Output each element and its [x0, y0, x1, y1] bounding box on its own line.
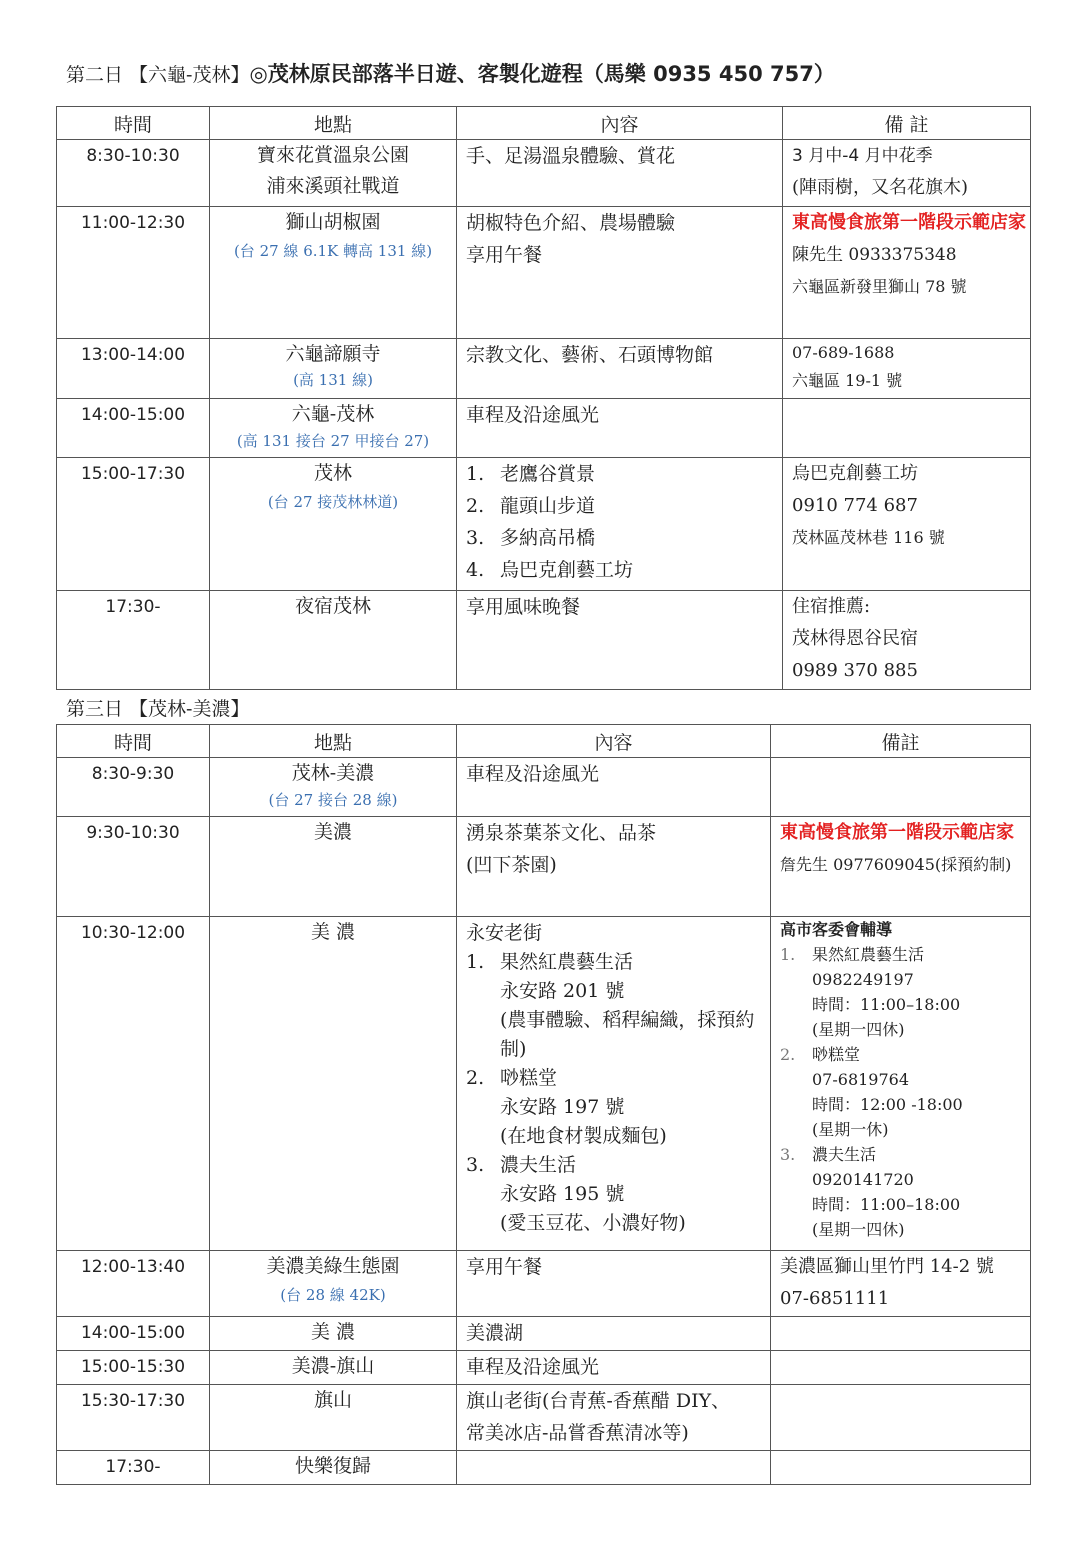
list-item: 1. 果然紅農藝生活 永安路 201 號 (農事體驗、稻稈編織，採預約制) — [466, 948, 770, 1064]
place-line: 快樂復歸 — [294, 1455, 371, 1477]
place-line: 美濃美綠生態園 — [266, 1255, 400, 1277]
row-place — [210, 817, 457, 917]
content-line: (凹下茶園) — [466, 854, 557, 876]
table-row — [57, 140, 1031, 207]
row-place — [210, 339, 457, 399]
list-item-label: 多納高吊橋 — [500, 527, 596, 549]
content-line: 美濃湖 — [466, 1322, 524, 1344]
table-row — [57, 339, 1031, 399]
road-route: (台 28 線 42K) — [280, 1286, 386, 1304]
row-content — [457, 1317, 771, 1351]
road-route: (高 131 接台 27 甲接台 27) — [236, 432, 430, 450]
place-line: 獅山胡椒園 — [285, 211, 381, 233]
row-note — [771, 1451, 1031, 1485]
list-item-detail: (愛玉豆花、小濃好物) — [500, 1212, 686, 1234]
row-time: 13:00-14:00 — [57, 339, 210, 399]
row-place — [210, 458, 457, 591]
row-place — [210, 758, 457, 817]
table-row — [57, 917, 1031, 1251]
list-item-detail: 永安路 197 號 — [500, 1096, 625, 1118]
content-list — [466, 948, 770, 1238]
row-place — [210, 591, 457, 690]
row-place — [210, 399, 457, 458]
header-content: 內容 — [457, 107, 783, 140]
header-place: 地點 — [210, 725, 457, 758]
content-line: 車程及沿途風光 — [466, 1356, 600, 1378]
row-content — [457, 458, 783, 591]
content-line: 手、足湯溫泉體驗、賞花 — [466, 145, 676, 167]
content-line: 宗教文化、藝術、石頭博物館 — [466, 344, 714, 366]
row-time: 14:00-15:00 — [57, 399, 210, 458]
list-item: 1. 果然紅農藝生活 0982249197 時間：11:00–18:00 (星期一四休) — [780, 942, 1030, 1042]
place-line: 美 濃 — [310, 1321, 356, 1343]
note-line: 烏巴克創藝工坊 — [792, 463, 918, 484]
list-item-label: 唦糕堂 — [500, 1067, 558, 1089]
row-place — [210, 1251, 457, 1317]
row-place — [210, 207, 457, 339]
list-item: 2. 唦糕堂 永安路 197 號 (在地食材製成麵包) — [466, 1064, 770, 1151]
list-item: 2. 唦糕堂 07-6819764 時間：12:00 -18:00 (星期一休) — [780, 1042, 1030, 1142]
list-item-detail: (星期一四休) — [812, 1020, 905, 1039]
list-item: 3. 濃夫生活 永安路 195 號 (愛玉豆花、小濃好物) — [466, 1151, 770, 1238]
row-note — [783, 399, 1031, 458]
row-time: 15:00-17:30 — [57, 458, 210, 591]
table-row — [57, 591, 1031, 690]
note-list — [780, 942, 1030, 1242]
note-line: 3 月中-4 月中花季 — [792, 146, 933, 166]
list-item: 1. 老鷹谷賞景 — [466, 463, 596, 485]
note-line: 陳先生 0933375348 — [792, 245, 957, 265]
row-content — [457, 399, 783, 458]
list-item-label: 果然紅農藝生活 — [812, 945, 925, 964]
content-line: 旗山老街(台青蕉-香蕉醋 DIY、 — [466, 1390, 731, 1412]
header-place: 地點 — [210, 107, 457, 140]
table-row — [57, 399, 1031, 458]
note-highlight: 東高慢食旅第一階段示範店家 — [792, 212, 1026, 233]
row-note — [771, 1385, 1031, 1451]
list-item-detail: 07-6819764 — [812, 1070, 910, 1089]
day3-table — [56, 724, 1031, 1485]
row-note — [771, 1251, 1031, 1317]
place-line: 寶來花賞溫泉公園 — [256, 144, 409, 166]
row-place — [210, 917, 457, 1251]
header-time: 時間 — [57, 107, 210, 140]
place-line: 旗山 — [313, 1389, 352, 1411]
row-content — [457, 140, 783, 207]
content-heading: 永安老街 — [466, 922, 543, 944]
place-line: 六龜諦願寺 — [285, 343, 381, 365]
road-route: (台 27 接台 28 線) — [268, 791, 398, 809]
content-line: 胡椒特色介紹、農場體驗 — [466, 212, 676, 234]
header-note: 備 註 — [783, 107, 1031, 140]
note-heading: 高市客委會輔導 — [780, 920, 893, 939]
list-item-detail: 0920141720 — [812, 1170, 914, 1189]
content-line: 享用午餐 — [466, 1256, 543, 1278]
day2-title — [66, 58, 835, 88]
table-row — [57, 458, 1031, 591]
row-content — [457, 339, 783, 399]
place-line: 夜宿茂林 — [294, 595, 371, 617]
list-item: 2. 龍頭山步道 — [466, 495, 596, 517]
content-line: 常美冰店-品嘗香蕉清冰等) — [466, 1422, 689, 1444]
header-content: 內容 — [457, 725, 771, 758]
row-content — [457, 207, 783, 339]
content-list — [466, 458, 782, 586]
note-line: 六龜區新發里獅山 78 號 — [792, 277, 967, 296]
row-time: 9:30-10:30 — [57, 817, 210, 917]
header-note: 備註 — [771, 725, 1031, 758]
table-header-row — [57, 725, 1031, 758]
list-item-detail: 時間：12:00 -18:00 — [812, 1095, 963, 1114]
row-content — [457, 1385, 771, 1451]
row-place — [210, 1351, 457, 1385]
row-time: 8:30-9:30 — [57, 758, 210, 817]
row-note — [771, 917, 1031, 1251]
note-line: 07-689-1688 — [792, 343, 895, 362]
row-time: 14:00-15:00 — [57, 1317, 210, 1351]
row-note — [783, 591, 1031, 690]
row-place — [210, 1451, 457, 1485]
row-time: 10:30-12:00 — [57, 917, 210, 1251]
road-route: (台 27 接茂林林道) — [267, 493, 399, 511]
table-row — [57, 817, 1031, 917]
day3-title: 第三日 【茂林-美濃】 — [66, 698, 250, 720]
note-line: 茂林區茂林巷 116 號 — [792, 528, 945, 547]
note-line: 0989 370 885 — [792, 660, 918, 681]
table-row — [57, 1451, 1031, 1485]
list-item-detail: 0982249197 — [812, 970, 914, 989]
list-item: 4. 烏巴克創藝工坊 — [466, 559, 634, 581]
list-item: 3. 濃夫生活 0920141720 時間：11:00–18:00 (星期一四休) — [780, 1142, 1030, 1242]
note-line: 07-6851111 — [780, 1288, 890, 1309]
note-line: 住宿推薦: — [792, 596, 871, 617]
content-line: 車程及沿途風光 — [466, 404, 600, 426]
row-time: 15:30-17:30 — [57, 1385, 210, 1451]
table-row — [57, 1251, 1031, 1317]
note-line: 六龜區 19-1 號 — [792, 371, 903, 390]
road-route: (台 27 線 6.1K 轉高 131 線) — [233, 242, 433, 260]
list-item-detail: (在地食材製成麵包) — [500, 1125, 667, 1147]
note-line: 詹先生 0977609045(採預約制) — [780, 855, 1012, 874]
content-line: 享用風味晚餐 — [466, 596, 581, 618]
list-item-label: 烏巴克創藝工坊 — [500, 559, 634, 581]
table-row — [57, 758, 1031, 817]
row-note — [771, 1317, 1031, 1351]
row-time: 8:30-10:30 — [57, 140, 210, 207]
list-item-detail: (星期一四休) — [812, 1220, 905, 1239]
list-item-label: 濃夫生活 — [812, 1145, 877, 1164]
row-content — [457, 917, 771, 1251]
row-content — [457, 758, 771, 817]
content-line: 享用午餐 — [466, 244, 543, 266]
day2-title-main: ◎茂林原民部落半日遊、客製化遊程（馬樂 0935 450 757） — [249, 62, 835, 86]
row-note — [783, 207, 1031, 339]
list-item-label: 老鷹谷賞景 — [500, 463, 596, 485]
row-time: 12:00-13:40 — [57, 1251, 210, 1317]
row-place — [210, 140, 457, 207]
place-line: 茂林-美濃 — [291, 762, 375, 784]
content-line: 湧泉茶葉茶文化、品茶 — [466, 822, 657, 844]
row-note — [783, 339, 1031, 399]
row-note — [771, 758, 1031, 817]
list-item-detail: 永安路 195 號 — [500, 1183, 625, 1205]
list-item-detail: (農事體驗、稻稈編織，採預約制) — [500, 1009, 755, 1060]
list-item-detail: 時間：11:00–18:00 — [812, 1195, 961, 1214]
row-note — [771, 1351, 1031, 1385]
row-content — [457, 817, 771, 917]
header-time: 時間 — [57, 725, 210, 758]
place-line: 美濃 — [313, 821, 352, 843]
row-time: 15:00-15:30 — [57, 1351, 210, 1385]
row-place — [210, 1317, 457, 1351]
list-item-label: 唦糕堂 — [812, 1045, 861, 1064]
list-item-label: 濃夫生活 — [500, 1154, 577, 1176]
place-line: 浦來溪頭社戰道 — [266, 175, 400, 197]
row-note — [783, 458, 1031, 591]
row-time: 17:30- — [57, 1451, 210, 1485]
row-note — [783, 140, 1031, 207]
table-row — [57, 1385, 1031, 1451]
row-time: 17:30- — [57, 591, 210, 690]
day2-table — [56, 106, 1031, 690]
row-content — [457, 1251, 771, 1317]
row-content — [457, 1451, 771, 1485]
list-item-detail: (星期一休) — [812, 1120, 889, 1139]
row-note — [771, 817, 1031, 917]
note-line: 茂林得恩谷民宿 — [792, 628, 918, 649]
note-line: 0910 774 687 — [792, 495, 918, 516]
table-row — [57, 1317, 1031, 1351]
place-line: 美 濃 — [310, 921, 356, 943]
content-line: 車程及沿途風光 — [466, 763, 600, 785]
place-line: 六龜-茂林 — [291, 403, 375, 425]
list-item-label: 果然紅農藝生活 — [500, 951, 634, 973]
day2-title-prefix: 第二日 【六龜-茂林】 — [66, 64, 250, 86]
table-header-row — [57, 107, 1031, 140]
table-row — [57, 1351, 1031, 1385]
note-line: (陣雨樹，又名花旗木) — [792, 177, 969, 198]
row-place — [210, 1385, 457, 1451]
list-item: 3. 多納高吊橋 — [466, 527, 596, 549]
row-content — [457, 1351, 771, 1385]
row-content — [457, 591, 783, 690]
road-route: (高 131 線) — [293, 371, 373, 389]
row-time: 11:00-12:30 — [57, 207, 210, 339]
list-item-detail: 永安路 201 號 — [500, 980, 625, 1002]
note-highlight: 東高慢食旅第一階段示範店家 — [780, 822, 1014, 843]
list-item-detail: 時間：11:00–18:00 — [812, 995, 961, 1014]
place-line: 茂林 — [313, 462, 352, 484]
table-row — [57, 207, 1031, 339]
note-line: 美濃區獅山里竹門 14-2 號 — [780, 1256, 994, 1277]
place-line: 美濃-旗山 — [291, 1355, 375, 1377]
list-item-label: 龍頭山步道 — [500, 495, 596, 517]
